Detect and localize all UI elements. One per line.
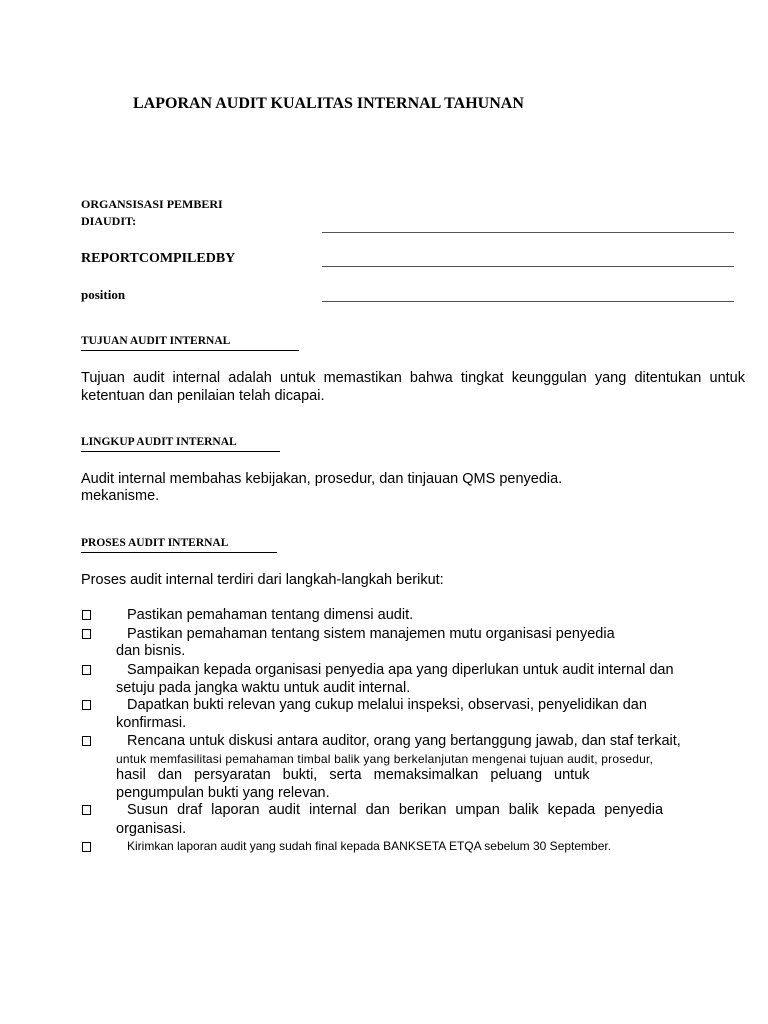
- step-6-line-1: Susun draf laporan audit internal dan berikan umpan balik kepada penyedia: [127, 802, 664, 818]
- step-4-line-1: [127, 696, 703, 714]
- step-7-text: Kirimkan laporan audit yang sudah final kepada BANKSETA ETQA sebelum 30 September.: [127, 839, 612, 853]
- empty-square-bullet-icon: [82, 665, 91, 675]
- step-1-text: Pastikan pemahaman tentang dimensi audit.: [127, 607, 414, 623]
- organisation-input-line: [322, 232, 734, 233]
- compiled-by-label: REPORTCOMPILEDBY: [81, 251, 236, 266]
- scope-heading-underline: [81, 451, 280, 452]
- step-5-line-2: untuk memfasilitasi pemahaman timbal balik yang berkelanjutan mengenai tujuan audit, prosedur,: [116, 752, 654, 766]
- purpose-paragraph: Tujuan audit internal adalah untuk memastikan bahwa tingkat keunggulan yang ditentukan untuk ketentuan dan penilaian telah dicapai.: [81, 370, 745, 404]
- position-label: position: [81, 287, 126, 302]
- purpose-heading: TUJUAN AUDIT INTERNAL: [81, 335, 231, 347]
- step-3-line-2: setuju pada jangka waktu untuk audit internal.: [116, 680, 411, 696]
- step-4-line-1-text: Dapatkan bukti relevan yang cukup melalui inspeksi, observasi, penyelidikan dan: [127, 697, 647, 713]
- step-2-line-1: Pastikan pemahaman tentang sistem manajemen mutu organisasi penyedia: [127, 626, 615, 642]
- scope-line-1: Audit internal membahas kebijakan, prosedur, dan tinjauan QMS penyedia.: [81, 471, 563, 487]
- scope-line-2: mekanisme.: [81, 488, 160, 504]
- scope-heading: LINGKUP AUDIT INTERNAL: [81, 436, 237, 448]
- empty-square-bullet-icon: [82, 610, 91, 620]
- empty-square-bullet-icon: [82, 805, 91, 815]
- organisation-label-line1: ORGANSISASI PEMBERI: [81, 197, 223, 211]
- process-heading-underline: [81, 552, 277, 553]
- compiled-by-input-line: [322, 266, 734, 267]
- step-3-line-1: Sampaikan kepada organisasi penyedia apa yang diperlukan untuk audit internal dan: [127, 662, 674, 678]
- empty-square-bullet-icon: [82, 736, 91, 746]
- empty-square-bullet-icon: [82, 842, 91, 852]
- step-5-line-3: hasil dan persyaratan bukti, serta memaksimalkan peluang untuk: [116, 767, 590, 783]
- step-5-line-1: Rencana untuk diskusi antara auditor, orang yang bertanggung jawab, dan staf terkait,: [127, 733, 681, 749]
- document-title: LAPORAN AUDIT KUALITAS INTERNAL TAHUNAN: [133, 95, 524, 112]
- process-heading: PROSES AUDIT INTERNAL: [81, 537, 229, 549]
- position-input-line: [322, 301, 734, 302]
- step-6-line-2: organisasi.: [116, 821, 187, 837]
- empty-square-bullet-icon: [82, 629, 91, 639]
- empty-square-bullet-icon: [82, 700, 91, 710]
- step-5-line-4: pengumpulan bukti yang relevan.: [116, 785, 330, 801]
- organisation-label-line2: DIAUDIT:: [81, 214, 137, 228]
- purpose-heading-underline: [81, 350, 299, 351]
- step-4-line-2: konfirmasi.: [116, 715, 187, 731]
- step-2-line-2: dan bisnis.: [116, 643, 186, 659]
- process-intro: Proses audit internal terdiri dari langkah-langkah berikut:: [81, 572, 444, 588]
